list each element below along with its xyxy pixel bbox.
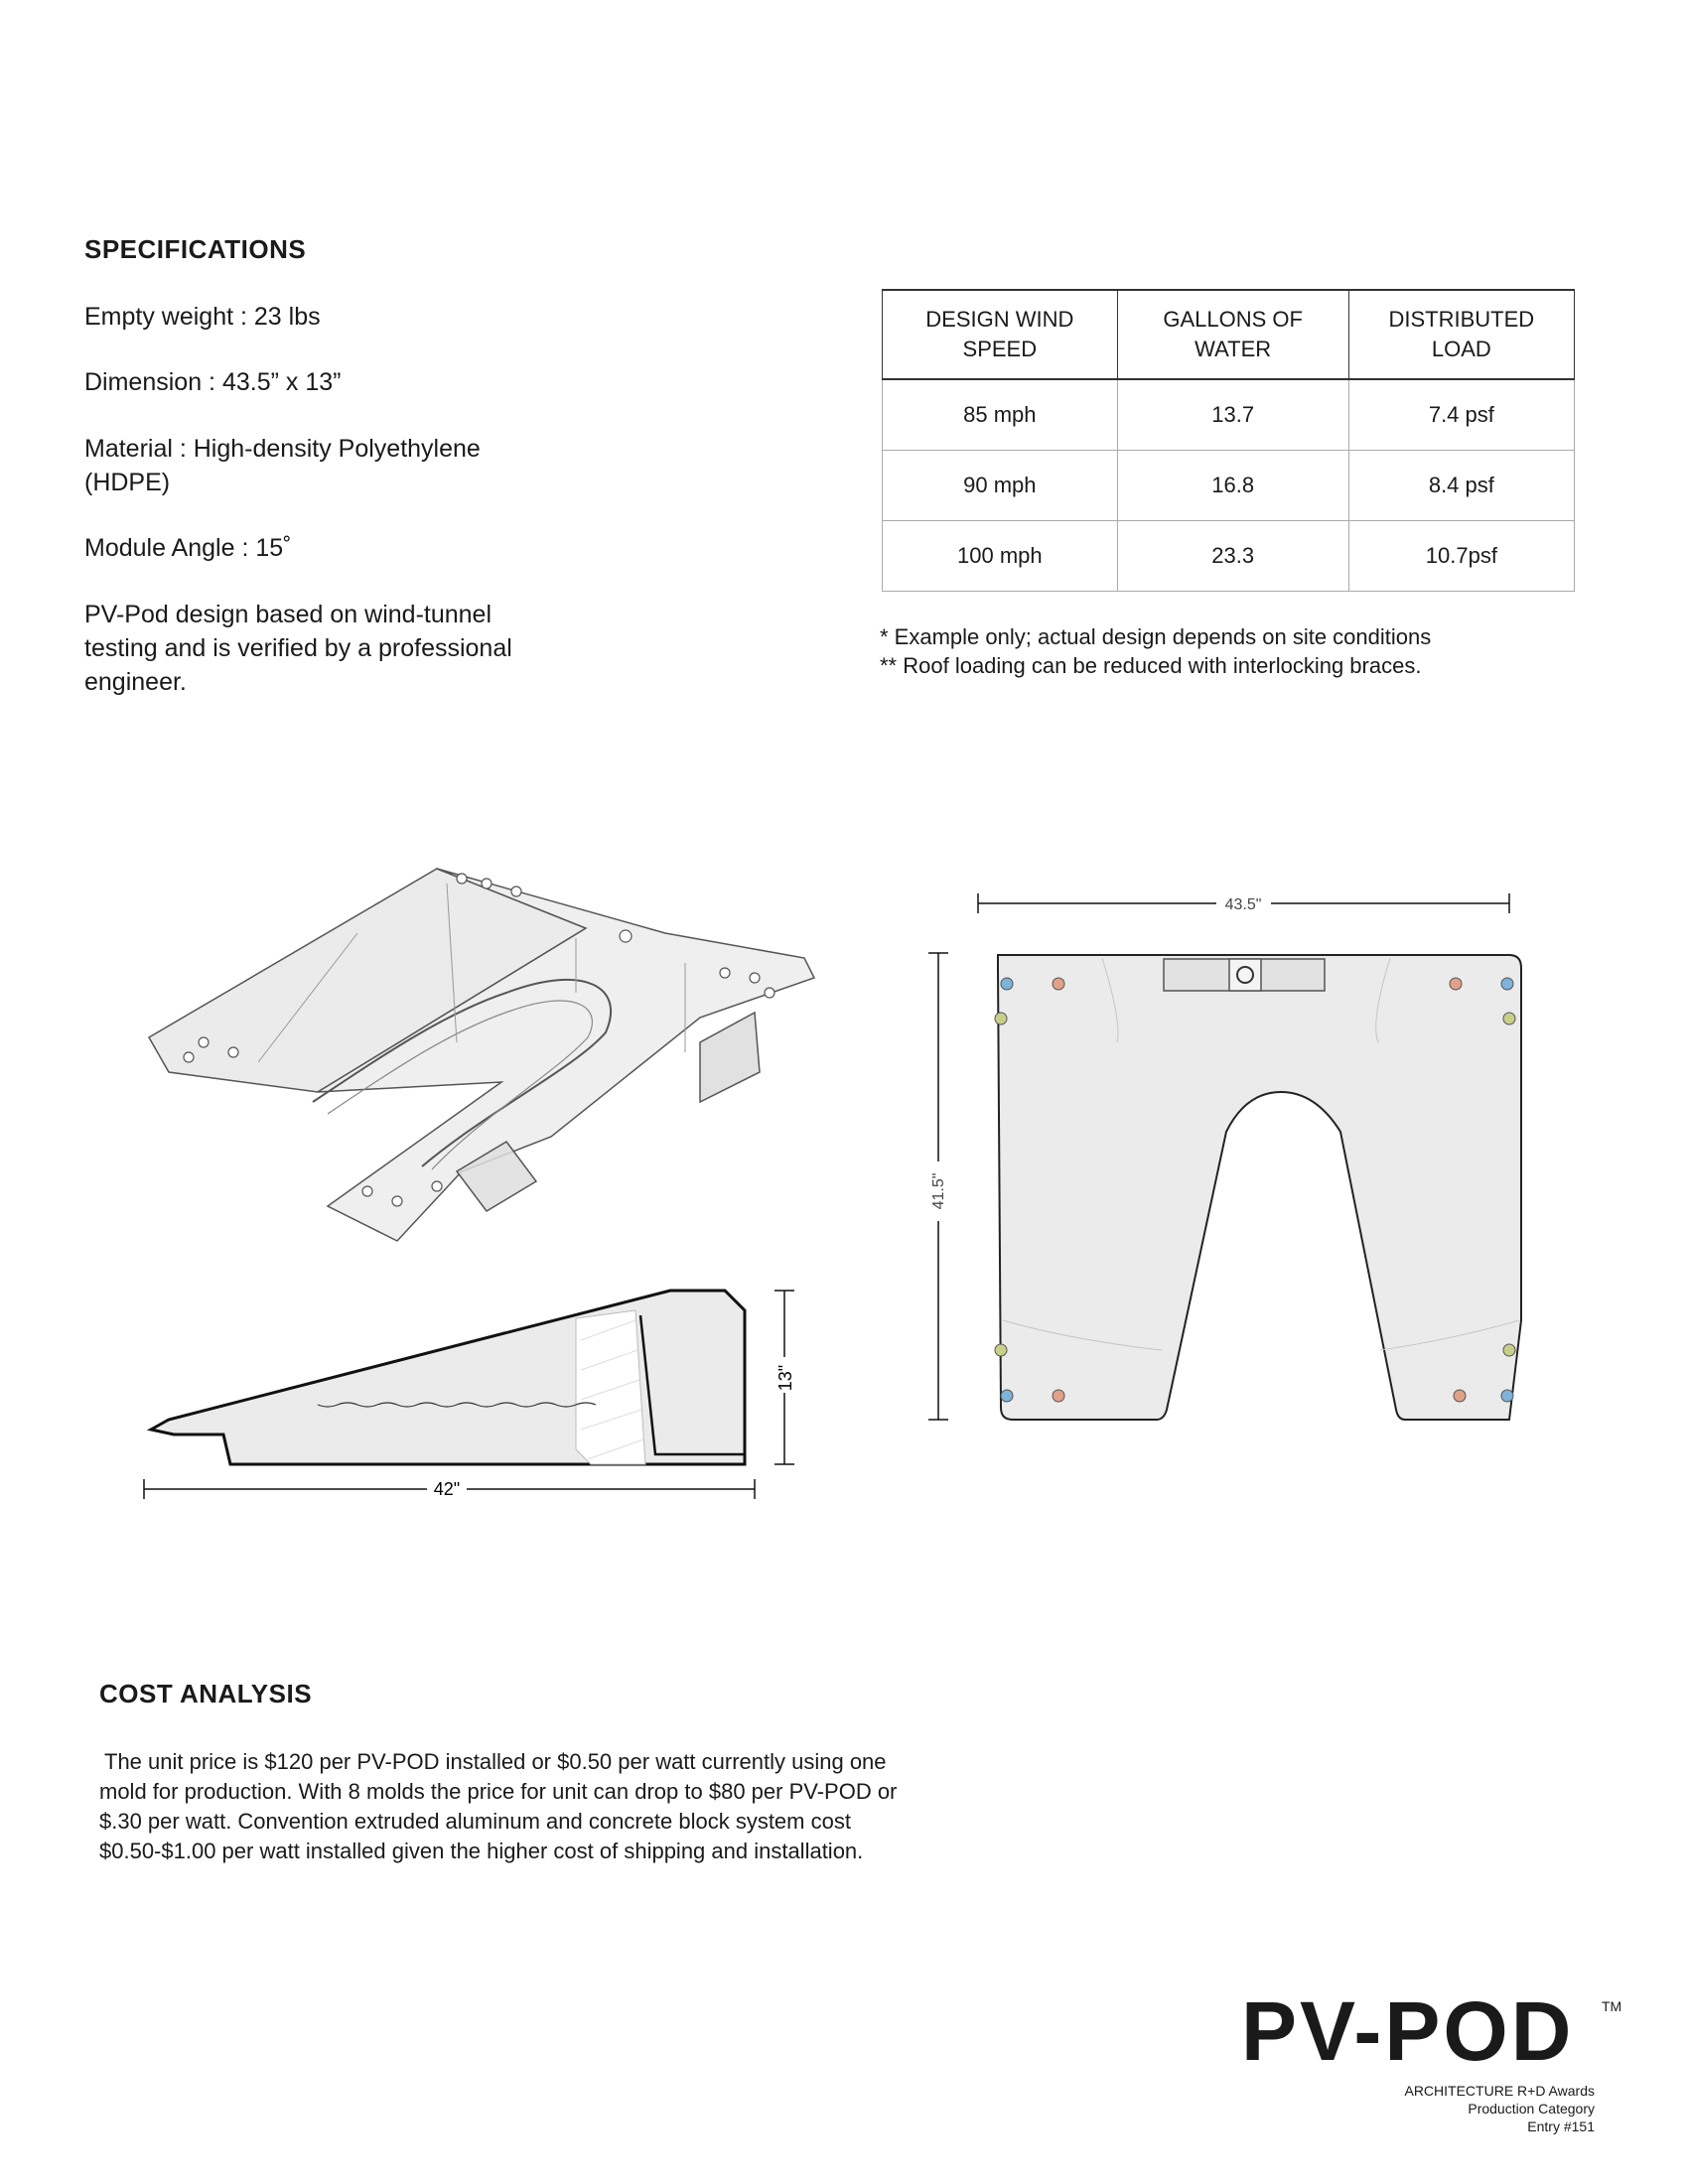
bolt-hole-icon (995, 1344, 1007, 1356)
bolt-hole-icon (1501, 1390, 1513, 1402)
header-distributed-load: DISTRIBUTED LOAD (1348, 290, 1574, 379)
table-cell: 85 mph (883, 379, 1118, 451)
table-row (883, 521, 1575, 592)
award-line-1: ARCHITECTURE R+D Awards (1404, 2083, 1595, 2099)
plan-width-label: 43.5" (1224, 896, 1262, 913)
header-gallons-of-water: GALLONS OF WATER (1117, 290, 1348, 379)
side-height-label: 13" (775, 1364, 795, 1392)
award-line-3: Entry #151 (1527, 2118, 1595, 2134)
spec-design-note: PV-Pod design based on wind-tunnel testing and is verified by a professional engineer. (84, 601, 512, 696)
table-note-1: * Example only; actual design depends on site conditions (880, 624, 1432, 649)
bolt-hole-icon (1450, 978, 1462, 990)
table-cell: 8.4 psf (1348, 451, 1574, 521)
award-line-2: Production Category (1468, 2101, 1595, 2116)
table-row (883, 451, 1575, 521)
table-cell: 90 mph (883, 451, 1118, 521)
table-cell: 7.4 psf (1348, 379, 1574, 451)
brand-logo: PV-POD (1241, 1984, 1575, 2078)
isometric-drawing (129, 854, 824, 1271)
bolt-hole-icon (1053, 1390, 1064, 1402)
bolt-hole-icon (1503, 1013, 1515, 1024)
bolt-hole-icon (1001, 978, 1013, 990)
specifications-heading: SPECIFICATIONS (84, 234, 307, 264)
table-note-2: ** Roof loading can be reduced with interlocking braces. (880, 653, 1422, 678)
bolt-hole-icon (1001, 1390, 1013, 1402)
table-cell: 23.3 (1117, 521, 1348, 592)
spec-angle: Module Angle : 15˚ (84, 534, 292, 562)
cost-analysis-heading: COST ANALYSIS (99, 1679, 313, 1708)
bolt-hole-icon (1503, 1344, 1515, 1356)
spec-dimension: Dimension : 43.5” x 13” (84, 368, 342, 396)
table-cell: 100 mph (883, 521, 1118, 592)
spec-material-line1: Material : High-density Polyethylene (84, 435, 481, 463)
trademark: TM (1602, 1998, 1622, 2014)
plan-view-drawing (914, 884, 1529, 1459)
wind-load-table (882, 289, 1575, 592)
side-section-drawing (129, 1261, 804, 1509)
plan-height-label: 41.5" (930, 1172, 947, 1210)
table-header-row (883, 290, 1575, 379)
table-row (883, 379, 1575, 451)
side-length-label: 42" (433, 1479, 461, 1499)
bolt-hole-icon (1053, 978, 1064, 990)
spec-weight: Empty weight : 23 lbs (84, 303, 321, 331)
table-cell: 16.8 (1117, 451, 1348, 521)
bolt-hole-icon (1501, 978, 1513, 990)
cost-analysis-body: The unit price is $120 per PV-POD installed or $0.50 per watt currently using one mold for production. With 8 molds the price for unit can drop to $80 per PV-POD or $.30 per watt. Convention extruded aluminum and concrete block system cost $0.50-$1.00 per watt installed given the higher cost of shipping and installation. (99, 1749, 898, 1863)
bolt-hole-icon (1454, 1390, 1466, 1402)
spec-material-line2: (HDPE) (84, 469, 171, 496)
table-cell: 13.7 (1117, 379, 1348, 451)
bolt-hole-icon (995, 1013, 1007, 1024)
table-cell: 10.7psf (1348, 521, 1574, 592)
header-design-wind-speed: DESIGN WIND SPEED (883, 290, 1118, 379)
